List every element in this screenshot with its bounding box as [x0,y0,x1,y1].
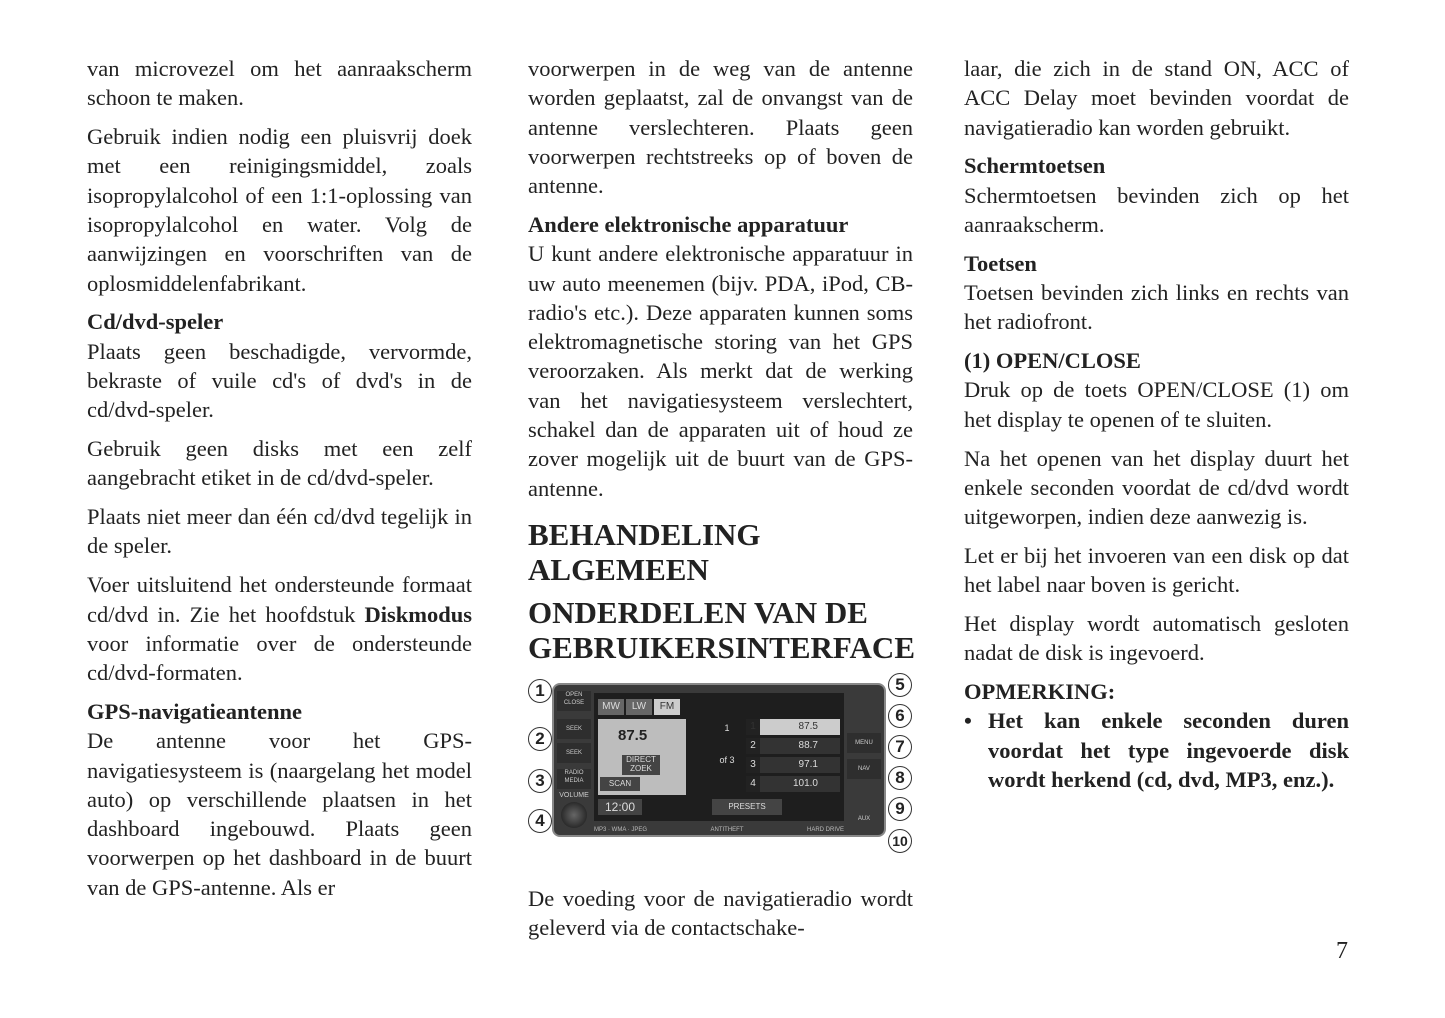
heading-toetsen: Toetsen [964,250,1037,276]
paragraph: voorwerpen in de weg van de antenne worden geplaatst, zal de onvangst van de antenne verslechteren. Plaats geen voorwerpen rechtstreeks op of boven de antenne. [528,56,913,199]
clock: 12:00 [598,799,642,815]
bold-term: Diskmodus [364,601,472,627]
menu-key: MENU [847,733,881,753]
paragraph: van microvezel om het aanraakscherm schoon te maken. [87,56,472,111]
section-title: BEHANDELING ALGEMEEN [528,516,761,587]
volume-knob [561,802,587,828]
tab-fm: FM [654,699,680,715]
callout-6: 6 [888,704,912,728]
preset-number: 3 [746,757,760,773]
page-number: 1 [724,722,730,733]
heading-gps: GPS-navigatieantenne [87,698,303,724]
preset-frequency: 87.5 [798,720,818,732]
preset-number: 4 [746,776,760,792]
bottom-labels [594,827,844,833]
nav-key: NAV [847,759,881,779]
paragraph: Let er bij het invoeren van een disk op dat het label naar boven is gericht. [964,542,1349,598]
frequency-panel [598,719,686,795]
preset-1 [746,719,840,735]
preset-number: 2 [746,738,760,754]
preset-frequency: 101.0 [792,777,818,789]
radio-figure [528,673,913,858]
column-1 [87,54,472,912]
direct-zoek-button: DIRECT ZOEK [622,755,660,775]
tab-mw: MW [598,699,624,715]
callout-5: 5 [888,673,912,697]
callout-7: 7 [888,735,912,759]
volume-label: VOLUME [559,791,589,799]
radio-unit [554,685,884,835]
radio-media-key: RADIO MEDIA [557,769,591,789]
column-2 [528,54,916,952]
paragraph: Na het openen van het display duurt het enkele seconden voordat de cd/dvd wordt uitgeworpen, indien deze aanwezig is. [964,445,1349,530]
paragraph: Gebruik geen disks met een zelf aangebracht etiket in de cd/dvd-speler. [87,436,472,491]
section-title: ONDERDELEN VAN DE GEBRUIKERSINTERFACE [528,594,916,665]
paragraph: Druk op de toets OPEN/CLOSE (1) om het display te openen of te sluiten. [964,377,1349,432]
callout-9: 9 [888,797,912,821]
paragraph: Gebruik indien nodig een pluisvrij doek met een reinigingsmiddel, zoals isopropylalcohol of een 1:1-oplossing van isopropylalcohol en water. Volg de aanwijzingen en voorschriften van de oplosmiddelenfabrikant. [87,124,472,296]
paragraph: De voeding voor de navigatieradio wordt geleverd via de contactschake- [528,885,913,941]
heading-open-close: (1) OPEN/CLOSE [964,348,1141,374]
paragraph: U kunt andere elektronische apparatuur in uw auto meenemen (bijv. PDA, iPod, CB-radio's etc.). Deze apparaten kunnen soms elektromagnetische storing van het GPS veroorzaken. Als merkt dat de werking van het navigatiesysteem verslechtert, schakel dan de apparaten uit of houd ze zover mogelijk uit de buurt van de GPS-antenne. [528,241,913,501]
paragraph [87,570,472,687]
paragraph: Schermtoetsen bevinden zich op het aanraakscherm. [964,182,1349,237]
callout-4: 4 [528,809,552,833]
heading-other-devices: Andere elektronische apparatuur [528,211,849,237]
paragraph: Plaats geen beschadigde, vervormde, bekraste of vuile cd's of dvd's in de cd/dvd-speler. [87,338,472,423]
display-screen [594,693,844,821]
preset-2 [746,738,840,754]
callout-8: 8 [888,766,912,790]
aux-label: AUX [857,815,871,822]
tab-lw: LW [626,699,652,715]
scan-button: SCAN [600,777,640,791]
preset-frequency: 88.7 [798,739,818,751]
preset-number: 1 [746,719,760,735]
preset-4 [746,776,840,792]
seek-down-key: SEEK [557,743,591,763]
paragraph: Het display wordt automatisch gesloten nadat de disk is ingevoerd. [964,611,1349,666]
frequency: 87.5 [618,726,648,744]
text: Voer uitsluitend het ondersteunde formaat cd/dvd in. Zie het hoofdstuk [87,572,472,627]
text: voor informatie over de ondersteunde cd/dvd-formaten. [87,630,472,686]
paragraph: laar, die zich in de stand ON, ACC of ACC Delay moet bevinden voordat de navigatieradio kan worden gebruikt. [964,56,1349,140]
callout-3: 3 [528,769,552,793]
open-close-key: OPEN CLOSE [557,691,591,711]
column-3 [964,54,1349,794]
label: HARD DRIVE [806,826,844,833]
callout-10: 10 [888,829,912,853]
preset-frequency: 97.1 [798,758,818,770]
seek-up-key: SEEK [557,719,591,739]
paragraph: Toetsen bevinden zich links en rechts van het radiofront. [964,280,1349,335]
label: MP3 · WMA · JPEG [594,826,648,833]
paragraph: De antenne voor het GPS-navigatiesysteem is (naargelang het model auto) op verschillende plaatsen in het dashboard ingebouwd. Plaats geen voorwerpen op het dashboard in de buurt van de GPS-antenne. Als er [87,728,472,900]
label: ANTITHEFT [710,826,744,833]
callout-1: 1 [528,679,552,703]
note-bullet: • Het kan enkele seconden duren voordat het type ingevoerde disk wordt herkend (cd, dvd, MP3, enz.). [964,706,1349,794]
heading-cd-dvd: Cd/dvd-speler [87,309,224,335]
heading-note: OPMERKING: [964,679,1116,705]
preset-3 [746,757,840,773]
callout-2: 2 [528,727,552,751]
presets-button: PRESETS [712,799,782,815]
paragraph: Plaats niet meer dan één cd/dvd tegelijk in de speler. [87,504,472,559]
heading-schermtoetsen: Schermtoetsen [964,153,1106,179]
page-of: of 3 [719,754,735,765]
page-number: 7 [1336,938,1348,964]
